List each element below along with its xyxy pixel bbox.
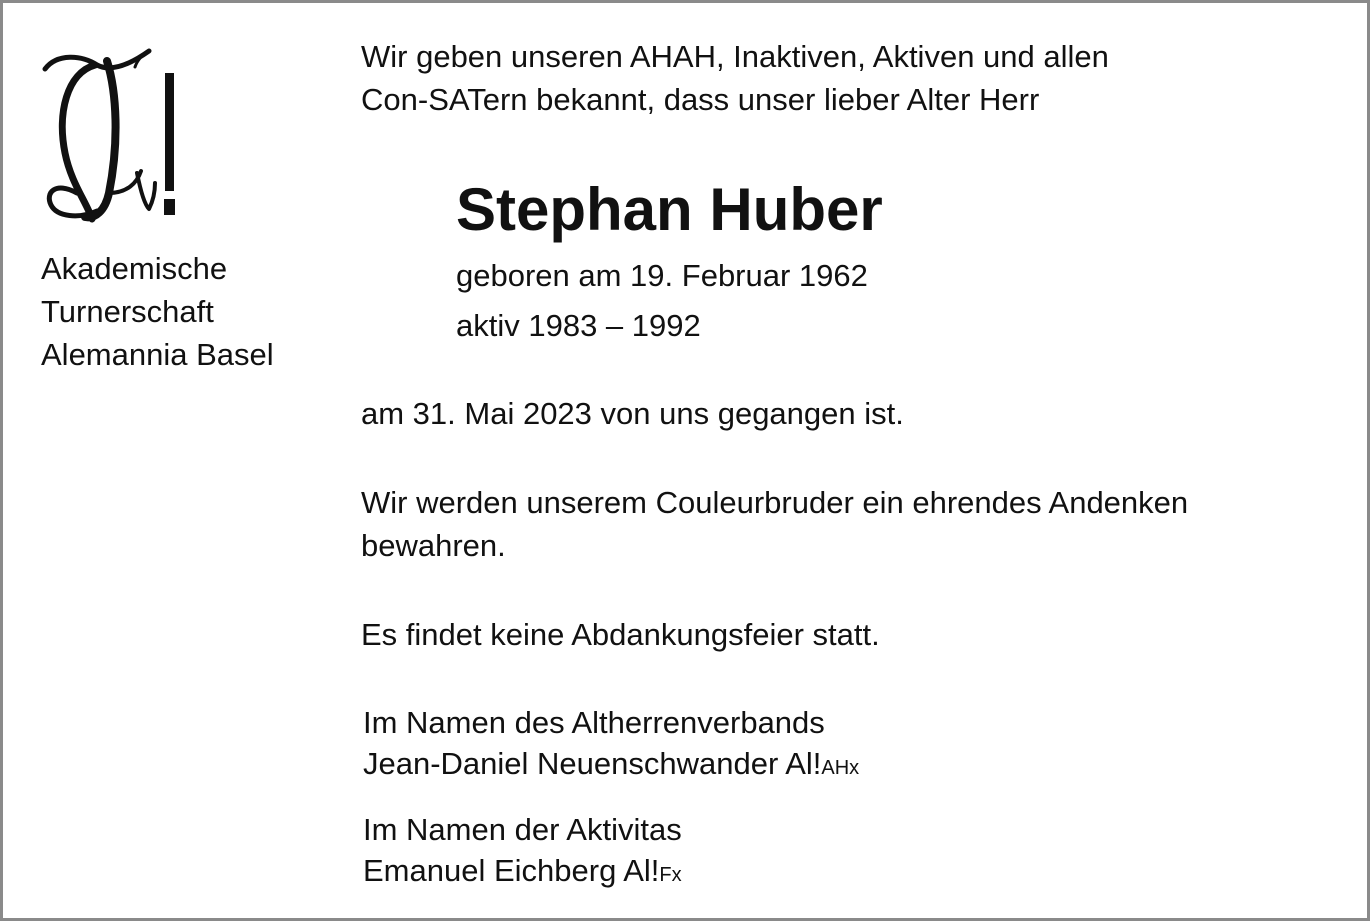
alemannia-logo	[37, 43, 187, 223]
organization-line: Alemannia Basel	[41, 337, 274, 372]
signature-altherrenverband	[363, 702, 859, 789]
signature-suffix: Fx	[659, 864, 682, 886]
signature-name-line	[363, 743, 859, 789]
passed-text	[361, 392, 904, 435]
ceremony-line: Es findet keine Abdankungsfeier statt.	[361, 617, 880, 652]
organization-line: Akademische	[41, 251, 228, 286]
signature-name: Emanuel Eichberg Al!	[363, 853, 660, 888]
organization-name	[41, 247, 274, 376]
intro-line: Wir geben unseren AHAH, Inaktiven, Aktiven und allen	[361, 39, 1109, 74]
active-period: aktiv 1983 – 1992	[456, 308, 701, 343]
signature-name-line	[363, 850, 682, 896]
passed-line: am 31. Mai 2023 von uns gegangen ist.	[361, 396, 904, 431]
organization-line: Turnerschaft	[41, 294, 214, 329]
remembrance-text	[361, 481, 1188, 567]
intro-line: Con-SATern bekannt, dass unser lieber Alter Herr	[361, 82, 1040, 117]
signature-name: Jean-Daniel Neuenschwander Al!	[363, 746, 822, 781]
ceremony-text	[361, 613, 880, 656]
signature-on-behalf: Im Namen der Aktivitas	[363, 812, 682, 847]
birth-date: geboren am 19. Februar 1962	[456, 258, 868, 293]
remembrance-line: Wir werden unserem Couleurbruder ein ehrendes Andenken	[361, 485, 1189, 520]
intro-text	[361, 35, 1109, 121]
signature-aktivitas	[363, 809, 682, 896]
signature-on-behalf: Im Namen des Altherrenverbands	[363, 705, 825, 740]
signature-suffix: AHx	[821, 757, 860, 779]
deceased-name: Stephan Huber	[456, 176, 883, 243]
remembrance-line: bewahren.	[361, 528, 506, 563]
